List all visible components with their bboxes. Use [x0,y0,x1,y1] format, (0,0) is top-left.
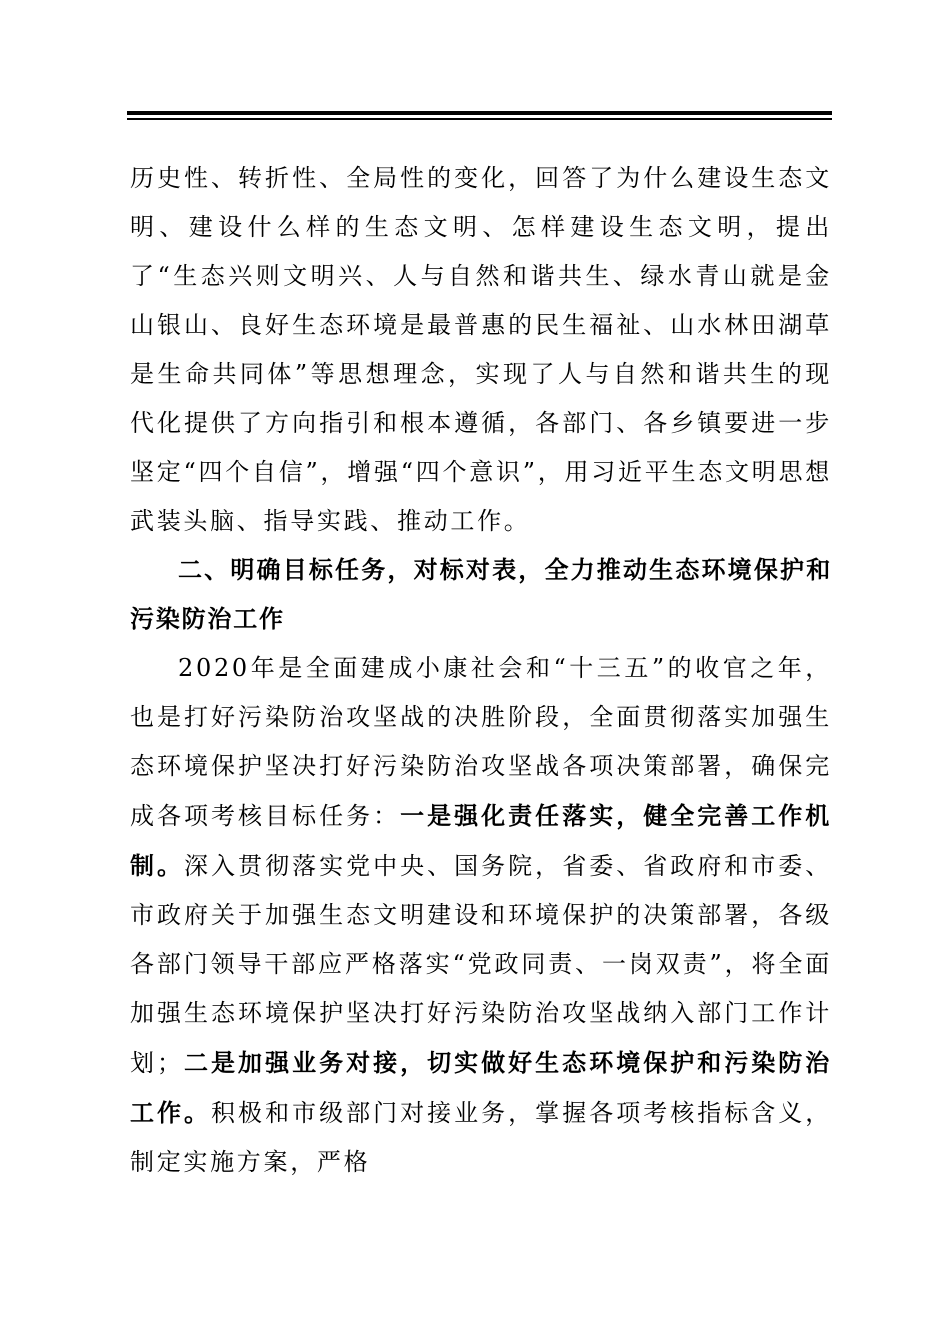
paragraph-intro: 2020年是全面建成小康社会和“十三五”的收官之年，也是打好污染防治攻坚战的决胜阶段，全面贯彻落实加强生态环境保护坚决打好污染防治攻坚战各项决策部署，确保完成各项考核目标任务： [130,654,832,830]
header-rule-thick [127,111,832,115]
section-heading: 二、明确目标任务，对标对表，全力推动生态环境保护和污染防治工作 [130,556,832,633]
paragraph-continuation: 历史性、转折性、全局性的变化，回答了为什么建设生态文明、建设什么样的生态文明、怎样建设生态文明，提出了“生态兴则文明兴、人与自然和谐共生、绿水青山就是金山银山、良好生态环境是最普惠的民生福祉、山水林田湖草是生命共同体”等思想理念，实现了人与自然和谐共生的现代化提供了方向指引和根本遵循，各部门、各乡镇要进一步坚定“四个自信”，增强“四个意识”，用习近平生态文明思想武装头脑、指导实践、推动工作。 [130,164,832,535]
header-rule-thin [127,118,832,120]
point-two-body: 积极和市级部门对接业务，掌握各项考核指标含义，制定实施方案，严格 [130,1099,832,1176]
point-one-title: 一是强化责任落实，健全完善工作机制。 [130,801,833,880]
point-two-title: 二是加强业务对接，切实做好生态环境保护和污染防治工作。 [130,1048,832,1127]
document-body [130,154,832,1187]
header-double-rule [127,111,832,121]
point-one-body: 深入贯彻落实党中央、国务院，省委、省政府和市委、市政府关于加强生态文明建设和环境保护的决策部署，各级各部门领导干部应严格落实“党政同责、一岗双责”，将全面加强生态环境保护坚决打好污染防治攻坚战纳入部门工作计划； [130,852,832,1077]
paragraph-targets [130,644,832,1187]
